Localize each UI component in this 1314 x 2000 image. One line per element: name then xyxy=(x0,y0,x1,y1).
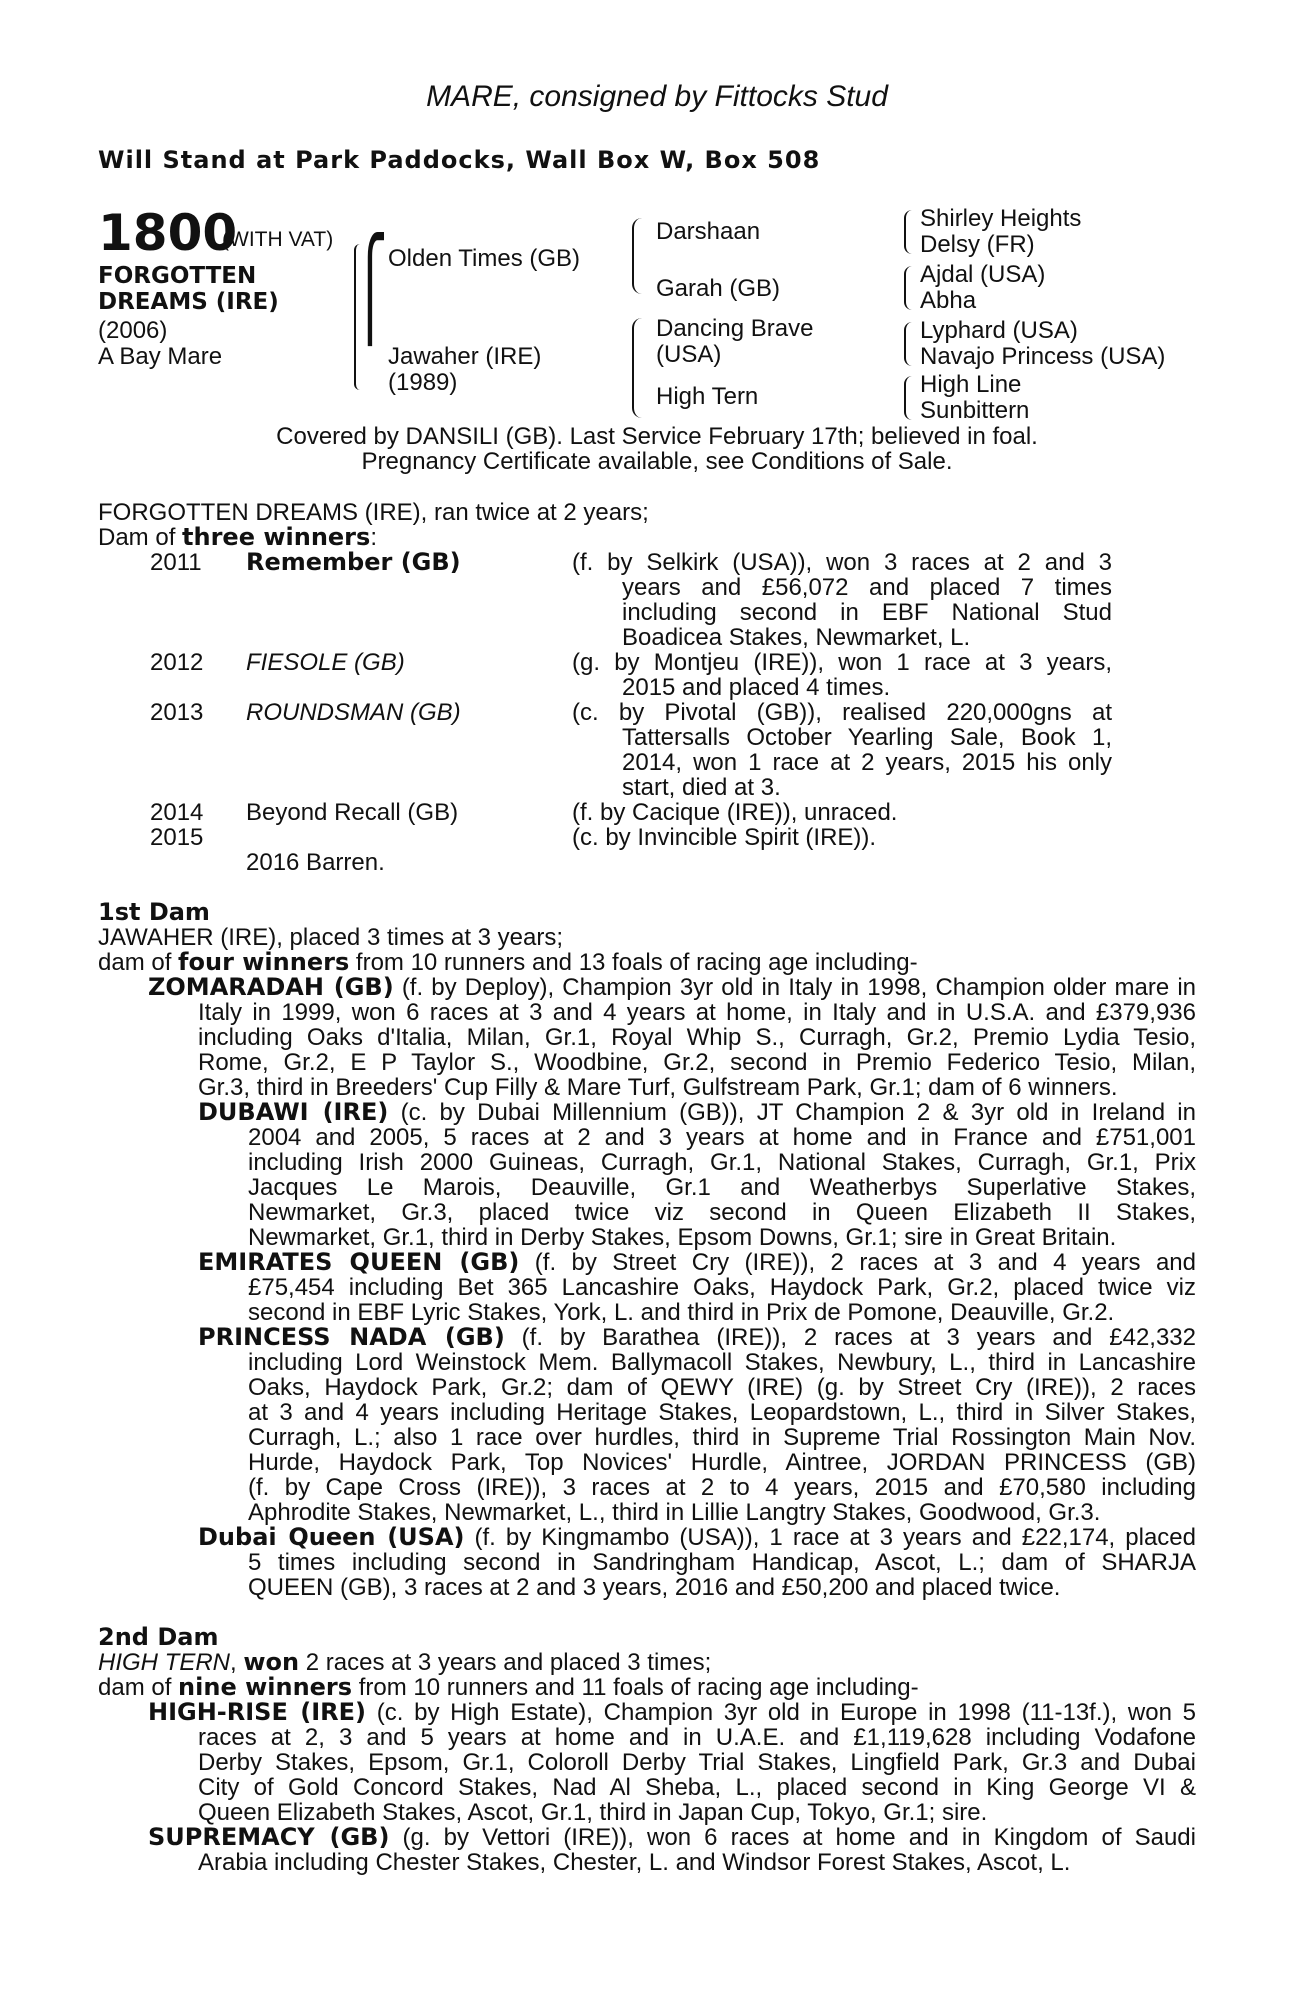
sire-sire: Darshaan xyxy=(656,218,761,245)
pedigree-brace-gg4 xyxy=(904,376,912,420)
sire-name: Olden Times (GB) xyxy=(388,245,581,272)
lot-number: 1800 xyxy=(98,204,238,262)
progeny-record-cont: Tattersalls October Yearling Sale, Book 1, 2014, won 1 race at 2 years, 2015 his only start, died at 3. xyxy=(622,724,1112,801)
pedigree-brace-dam xyxy=(632,318,642,418)
gg-sunbittern: Sunbittern xyxy=(920,397,1030,424)
progeny-record: (f. by Cacique (IRE)), unraced. xyxy=(572,799,898,826)
dam-dam: High Tern xyxy=(656,383,759,410)
second-dam-line2: dam of nine winners from 10 runners and 11 foals of racing age including- xyxy=(98,1673,919,1701)
progeny-name: FIESOLE (GB) xyxy=(246,649,405,676)
second-dam-heading: 2nd Dam xyxy=(98,1623,219,1651)
pedigree-brace-main xyxy=(354,244,360,390)
first-dam-entry-emirates-queen-cont: £75,454 including Bet 365 Lancashire Oaks, Haydock Park, Gr.2, placed twice viz second in EBF Lyric Stakes, York, L. and third in Prix de Pomone, Deauville, Gr.2. xyxy=(248,1274,1196,1326)
gg-ajdal: Ajdal (USA) xyxy=(920,261,1046,288)
gg-shirley-heights: Shirley Heights xyxy=(920,205,1082,232)
progeny-name: Beyond Recall (GB) xyxy=(246,799,459,826)
progeny-year: 2011 xyxy=(150,549,202,576)
first-dam-entry-dubai-queen-cont: 5 times including second in Sandringham Handicap, Ascot, L.; dam of SHARJA QUEEN (GB), 3 races at 2 and 3 years, 2016 and £50,200 and placed twice. xyxy=(248,1549,1196,1601)
second-dam-entry-supremacy-cont: Arabia including Chester Stakes, Chester, L. and Windsor Forest Stakes, Ascot, L. xyxy=(198,1849,1071,1876)
dam-of-line xyxy=(98,525,377,550)
first-dam-entry-princess-nada: PRINCESS NADA (GB) (f. by Barathea (IRE)), 2 races at 3 years and £42,332 xyxy=(198,1323,1196,1351)
progeny-record-cont: years and £56,072 and placed 7 times including second in EBF National Stud Boadicea Stakes, Newmarket, L. xyxy=(622,574,1112,651)
dam-sire-line1: Dancing Brave xyxy=(656,315,814,342)
first-dam-entry-zomaradah-cont: Italy in 1999, won 6 races at 3 and 4 years at home, in Italy and in U.S.A. and £379,936 including Oaks d'Italia, Milan, Gr.1, Royal Whip S., Curragh, Gr.2, Premio Lydia Tesio, Rome, Gr.2, E P Taylor S., Woodbine, Gr.2, second in Premio Federico Tesio, Milan, Gr.3, third in Breeders' Cup Filly & Mare Turf, Gulfstream Park, Gr.1; dam of 6 winners. xyxy=(198,999,1196,1101)
dam-sire-line2: (USA) xyxy=(656,341,722,368)
progeny-year: 2014 xyxy=(150,799,204,826)
stand-location: Will Stand at Park Paddocks, Wall Box W, Box 508 xyxy=(98,146,821,174)
gg-high-line: High Line xyxy=(920,371,1022,398)
progeny-record: (f. by Selkirk (USA)), won 3 races at 2 and 3 xyxy=(572,549,1112,576)
pedigree-brace-gg3 xyxy=(904,322,912,366)
dam-of-suffix: : xyxy=(370,524,377,551)
foaling-year: (2006) xyxy=(98,317,168,344)
gg-delsy: Delsy (FR) xyxy=(920,231,1035,258)
progeny-record-cont: 2015 and placed 4 times. xyxy=(622,674,891,701)
gg-navajo-princess: Navajo Princess (USA) xyxy=(920,343,1166,370)
gg-abha: Abha xyxy=(920,287,977,314)
horse-name-line1: FORGOTTEN xyxy=(98,263,257,289)
dam-name: Jawaher (IRE) xyxy=(388,343,542,370)
pedigree-brace-main-top: ⎧ xyxy=(352,232,388,344)
first-dam-entry-princess-nada-cont: including Lord Weinstock Mem. Ballymacoll Stakes, Newbury, L., third in Lancashire Oaks, Haydock Park, Gr.2; dam of QEWY (IRE) (g. by Street Cry (IRE)), 2 races at 3 and 4 years including Heritage Stakes, Leopardstown, L., third in Silver Stakes, Curragh, L.; also 1 race over hurdles, third in Supreme Trial Rossington Main Nov. Hurde, Haydock Park, Top Novices' Hurdle, Aintree, JORDAN PRINCESS (GB) (f. by Cape Cross (IRE)), 3 races at 2 to 4 years, 2015 and £70,580 including Aphrodite Stakes, Newmarket, L., third in Lillie Langtry Stakes, Goodwood, Gr.3. xyxy=(248,1349,1196,1526)
first-dam-entry-dubawi: DUBAWI (IRE) (c. by Dubai Millennium (GB)), JT Champion 2 & 3yr old in Ireland in xyxy=(198,1098,1196,1126)
second-dam-entry-high-rise: HIGH-RISE (IRE) (c. by High Estate), Champion 3yr old in Europe in 1998 (11-13f.), won 5 xyxy=(148,1698,1196,1726)
first-dam-entry-dubai-queen: Dubai Queen (USA) (f. by Kingmambo (USA)), 1 race at 3 years and £22,174, placed xyxy=(198,1523,1196,1551)
progeny-year: 2013 xyxy=(150,699,204,726)
progeny-name: Remember (GB) xyxy=(246,548,461,576)
dam-year: (1989) xyxy=(388,369,458,396)
first-dam-entry-zomaradah: ZOMARADAH (GB) (f. by Deploy), Champion 3yr old in Italy in 1998, Champion older mare in xyxy=(148,973,1197,1001)
progeny-name: ROUNDSMAN (GB) xyxy=(246,699,461,726)
first-dam-entry-emirates-queen: EMIRATES QUEEN (GB) (f. by Street Cry (IRE)), 2 races at 3 and 4 years and xyxy=(198,1248,1196,1276)
progeny-record: (c. by Invincible Spirit (IRE)). xyxy=(572,824,877,851)
first-dam-heading: 1st Dam xyxy=(98,898,210,926)
progeny-record: (g. by Montjeu (IRE)), won 1 race at 3 years, xyxy=(572,649,1112,676)
sire-dam: Garah (GB) xyxy=(656,275,781,302)
progeny-year: 2012 xyxy=(150,649,204,676)
vat-note: (WITH VAT) xyxy=(222,228,334,251)
progeny-record: (c. by Pivotal (GB)), realised 220,000gns at xyxy=(572,699,1112,726)
first-dam-line1: JAWAHER (IRE), placed 3 times at 3 years; xyxy=(98,924,564,951)
second-dam-entry-supremacy: SUPREMACY (GB) (g. by Vettori (IRE)), won 6 races at home and in Kingdom of Saudi xyxy=(148,1823,1196,1851)
second-dam-line1: HIGH TERN, won 2 races at 3 years and placed 3 times; xyxy=(98,1648,712,1676)
pedigree-brace-gg1 xyxy=(904,210,912,254)
consignment-title: MARE, consigned by Fittocks Stud xyxy=(426,80,888,113)
first-dam-line2: dam of four winners from 10 runners and 13 foals of racing age including- xyxy=(98,948,918,976)
dam-of-count: three winners xyxy=(182,523,371,551)
progeny-year: 2015 xyxy=(150,824,204,851)
first-dam-entry-dubawi-cont: 2004 and 2005, 5 races at 2 and 3 years at home and in France and £751,001 including Irish 2000 Guineas, Curragh, Gr.1, National Stakes, Curragh, Gr.1, Prix Jacques Le Marois, Deauville, Gr.1 and Weatherbys Superlative Stakes, Newmarket, Gr.3, placed twice viz second in Queen Elizabeth II Stakes, Newmarket, Gr.1, third in Derby Stakes, Epsom Downs, Gr.1; sire in Great Britain. xyxy=(248,1124,1196,1251)
horse-description: A Bay Mare xyxy=(98,343,223,370)
pedigree-brace-gg2 xyxy=(904,266,912,310)
cover-line2: Pregnancy Certificate available, see Conditions of Sale. xyxy=(361,448,953,475)
mare-summary: FORGOTTEN DREAMS (IRE), ran twice at 2 years; xyxy=(98,499,649,526)
cover-line1: Covered by DANSILI (GB). Last Service February 17th; believed in foal. xyxy=(276,423,1038,450)
second-dam-entry-high-rise-cont: races at 2, 3 and 5 years at home and in U.A.E. and £1,119,628 including Vodafone Derby Stakes, Epsom, Gr.1, Coloroll Derby Trial Stakes, Lingfield Park, Gr.3 and Dubai City of Gold Concord Stakes, Nad Al Sheba, L., placed second in King George VI & Queen Elizabeth Stakes, Ascot, Gr.1, third in Japan Cup, Tokyo, Gr.1; sire. xyxy=(198,1724,1196,1826)
dam-of-prefix: Dam of xyxy=(98,524,183,551)
gg-lyphard: Lyphard (USA) xyxy=(920,317,1078,344)
horse-name-line2: DREAMS (IRE) xyxy=(98,289,279,315)
barren-note: 2016 Barren. xyxy=(246,849,385,876)
pedigree-brace-sire xyxy=(632,218,642,294)
